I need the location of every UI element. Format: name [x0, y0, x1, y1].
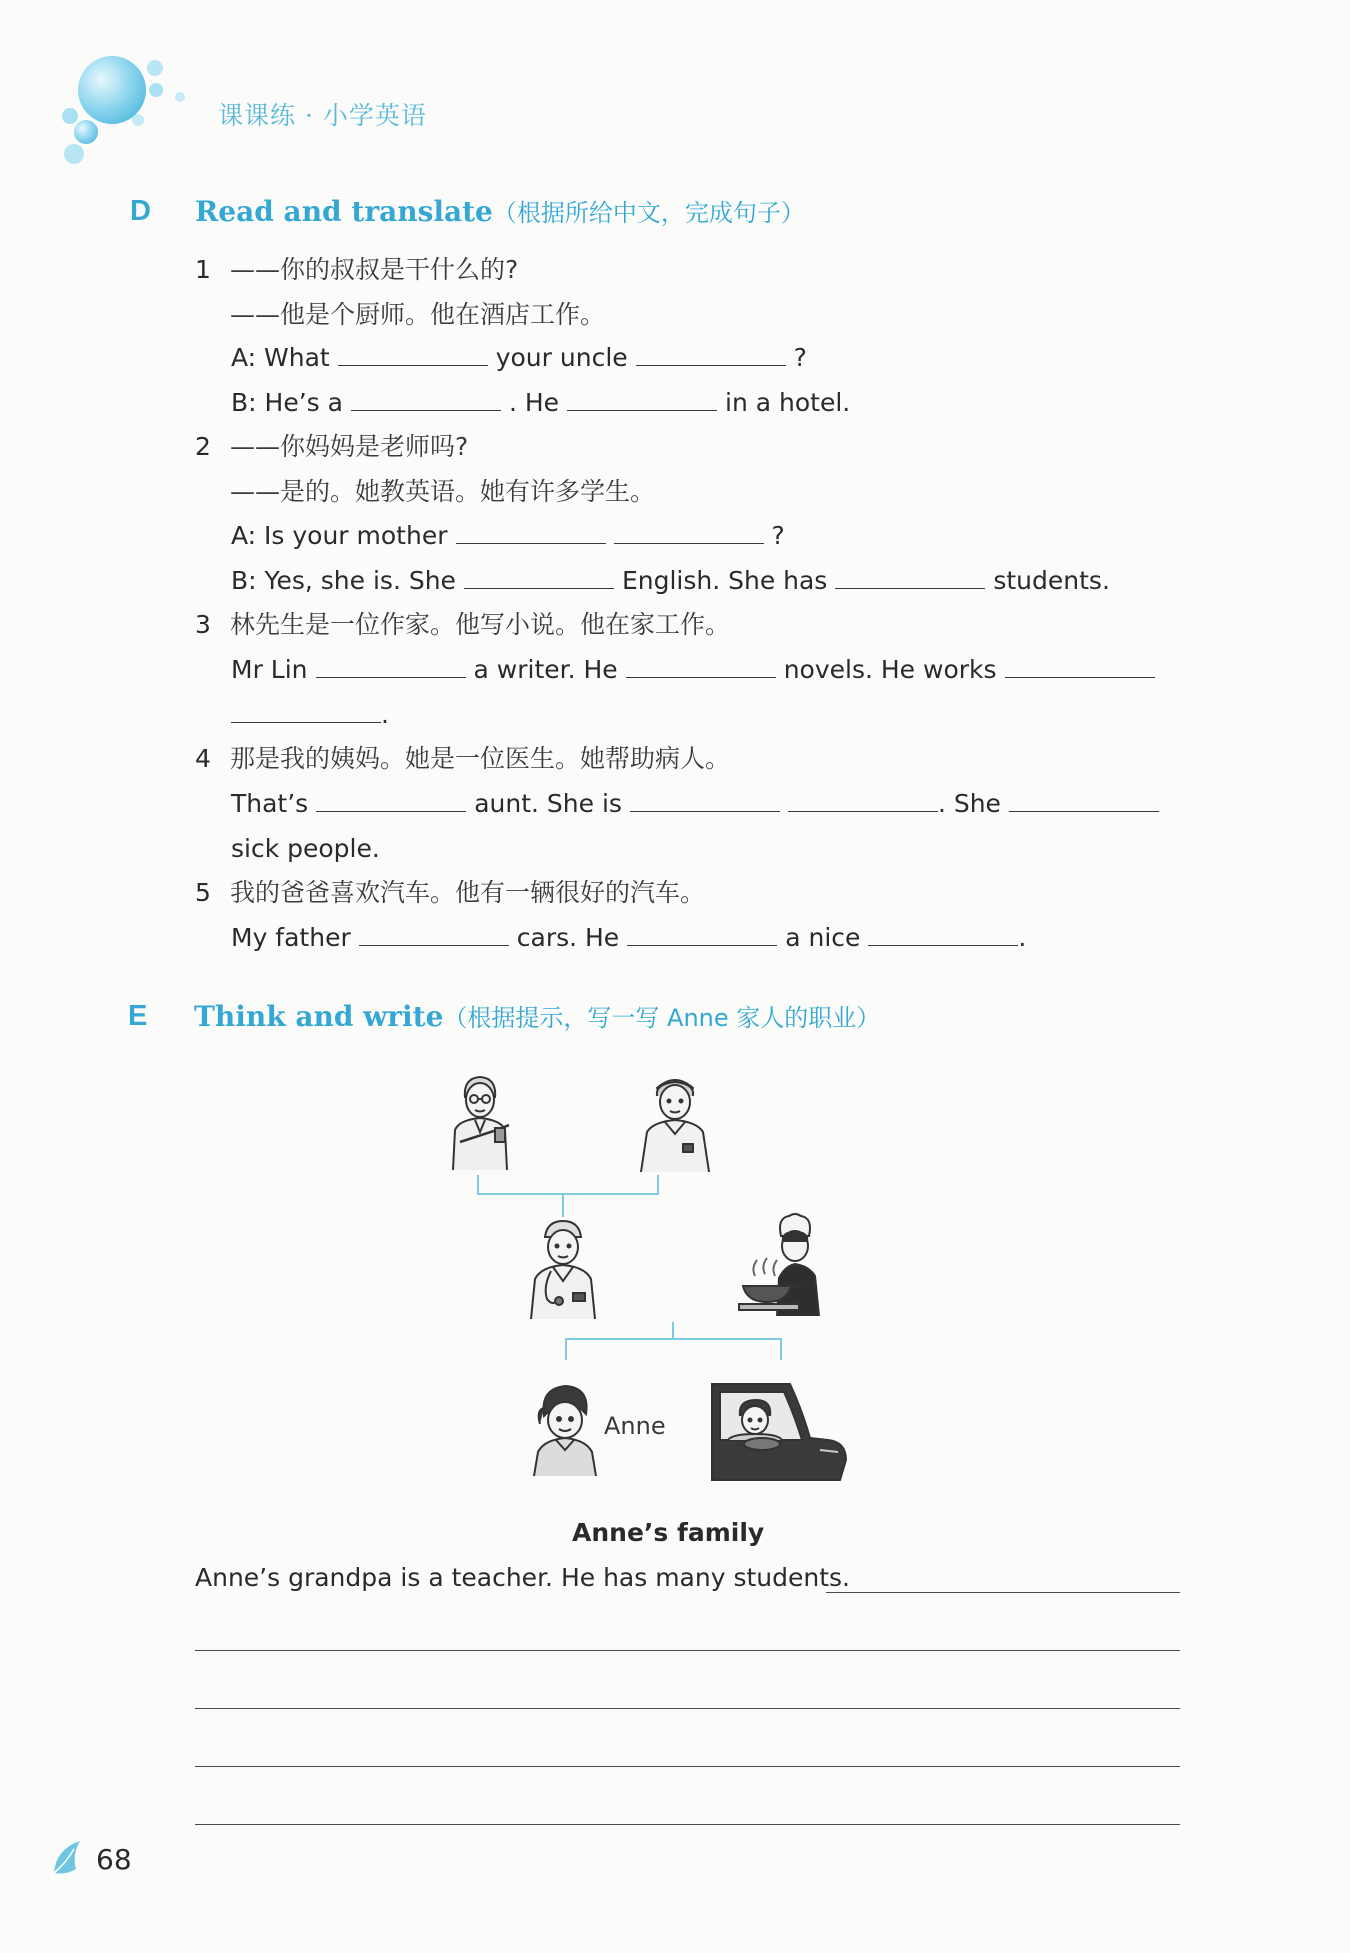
text: ?: [793, 343, 807, 372]
grandma-nurse-icon: [635, 1070, 715, 1175]
header-title: 课课练 · 小学英语: [218, 101, 427, 130]
driver-in-car-icon: [710, 1380, 850, 1485]
text: cars. He: [516, 923, 620, 952]
answer-blank[interactable]: [614, 523, 764, 544]
answer-blank[interactable]: [338, 345, 488, 366]
answer-blank[interactable]: [231, 702, 381, 723]
family-caption: Anne’s family: [572, 1518, 765, 1547]
item-5-cn: 我的爸爸喜欢汽车。他有一辆很好的汽车。: [230, 878, 706, 907]
tree-connector: [657, 1175, 659, 1194]
item-2-line-a: [231, 521, 785, 551]
item-number: 1: [195, 255, 211, 284]
answer-blank[interactable]: [351, 390, 501, 411]
item-1-cn-answer: ——他是个厨师。他在酒店工作。: [230, 300, 606, 329]
section-d-title-en: Read and translate: [195, 195, 493, 228]
text: in a hotel.: [725, 388, 851, 417]
writing-first-line: [195, 1563, 850, 1593]
text: That’s: [231, 789, 309, 818]
item-3-line-cont: [223, 700, 389, 730]
text: .: [381, 700, 389, 729]
text: . She: [937, 789, 1001, 818]
text: B: He’s a: [231, 388, 343, 417]
father-doctor-icon: [525, 1215, 600, 1322]
item-2-cn-answer: ——是的。她教英语。她有许多学生。: [230, 477, 656, 506]
item-4-cn: 那是我的姨妈。她是一位医生。她帮助病人。: [230, 744, 731, 773]
text: aunt. She is: [474, 789, 622, 818]
tree-connector: [562, 1193, 564, 1217]
answer-blank[interactable]: [464, 568, 614, 589]
writing-line[interactable]: [195, 1708, 1180, 1709]
answer-blank[interactable]: [316, 791, 466, 812]
text: .: [1018, 923, 1027, 952]
answer-blank[interactable]: [636, 345, 786, 366]
item-2-cn-question: ——你妈妈是老师吗?: [230, 432, 469, 461]
tree-connector: [565, 1338, 782, 1340]
section-d-title-cn: （根据所给中文，完成句子）: [492, 199, 805, 227]
text: ?: [771, 521, 785, 550]
item-1-line-a: [231, 343, 807, 373]
answer-blank[interactable]: [1005, 657, 1155, 678]
answer-blank[interactable]: [627, 925, 777, 946]
tree-connector: [780, 1338, 782, 1360]
text: students.: [993, 566, 1110, 595]
mother-cook-icon: [737, 1212, 829, 1322]
item-1-cn-question: ——你的叔叔是干什么的?: [230, 255, 519, 284]
answer-blank[interactable]: [359, 925, 509, 946]
item-number: 4: [195, 744, 211, 773]
writing-line[interactable]: [826, 1592, 1180, 1593]
answer-blank[interactable]: [316, 657, 466, 678]
item-1-line-b: [231, 388, 850, 418]
anne-girl-icon: [530, 1380, 600, 1478]
writing-line[interactable]: [195, 1650, 1180, 1651]
answer-blank[interactable]: [567, 390, 717, 411]
item-3-cn: 林先生是一位作家。他写小说。他在家工作。: [230, 610, 731, 639]
item-3-line: [231, 655, 1163, 685]
text: a writer. He: [473, 655, 618, 684]
section-e-title-en: Think and write: [194, 1000, 444, 1033]
item-2-line-b: [231, 566, 1110, 596]
item-number: 2: [195, 432, 211, 461]
answer-blank[interactable]: [868, 925, 1018, 946]
section-e-title-cn: （根据提示，写一写 Anne 家人的职业）: [443, 1004, 881, 1032]
tree-connector: [477, 1193, 659, 1195]
item-5-line: [231, 923, 1026, 953]
section-d-title: [195, 193, 805, 228]
item-4-line: [231, 789, 1167, 819]
text: My father: [231, 923, 351, 952]
writing-line[interactable]: [195, 1766, 1180, 1767]
text: A: What: [231, 343, 330, 372]
item-number: 5: [195, 878, 211, 907]
bubbles-logo-icon: [60, 50, 190, 165]
text: English. She has: [621, 566, 828, 595]
leaf-icon: [50, 1835, 92, 1877]
answer-blank[interactable]: [456, 523, 606, 544]
text: A: Is your mother: [231, 521, 448, 550]
tree-connector: [477, 1175, 479, 1194]
text: a nice: [785, 923, 861, 952]
text: your uncle: [495, 343, 628, 372]
text: novels. He works: [783, 655, 997, 684]
anne-label: Anne: [604, 1412, 666, 1440]
example-sentence: Anne’s grandpa is a teacher. He has many students.: [195, 1563, 851, 1592]
answer-blank[interactable]: [626, 657, 776, 678]
grandpa-teacher-icon: [445, 1070, 515, 1175]
answer-blank[interactable]: [1009, 791, 1159, 812]
section-e-title: [194, 998, 880, 1033]
item-number: 3: [195, 610, 211, 639]
writing-line[interactable]: [195, 1824, 1180, 1825]
answer-blank[interactable]: [835, 568, 985, 589]
text: B: Yes, she is. She: [231, 566, 456, 595]
section-d-letter: D: [130, 195, 151, 227]
text: . He: [508, 388, 560, 417]
answer-blank[interactable]: [788, 791, 938, 812]
page-number: 68: [96, 1843, 132, 1876]
answer-blank[interactable]: [630, 791, 780, 812]
text: Mr Lin: [231, 655, 308, 684]
section-e-letter: E: [128, 1000, 148, 1032]
item-4-line-cont: sick people.: [231, 834, 380, 863]
tree-connector: [672, 1322, 674, 1339]
tree-connector: [565, 1338, 567, 1360]
